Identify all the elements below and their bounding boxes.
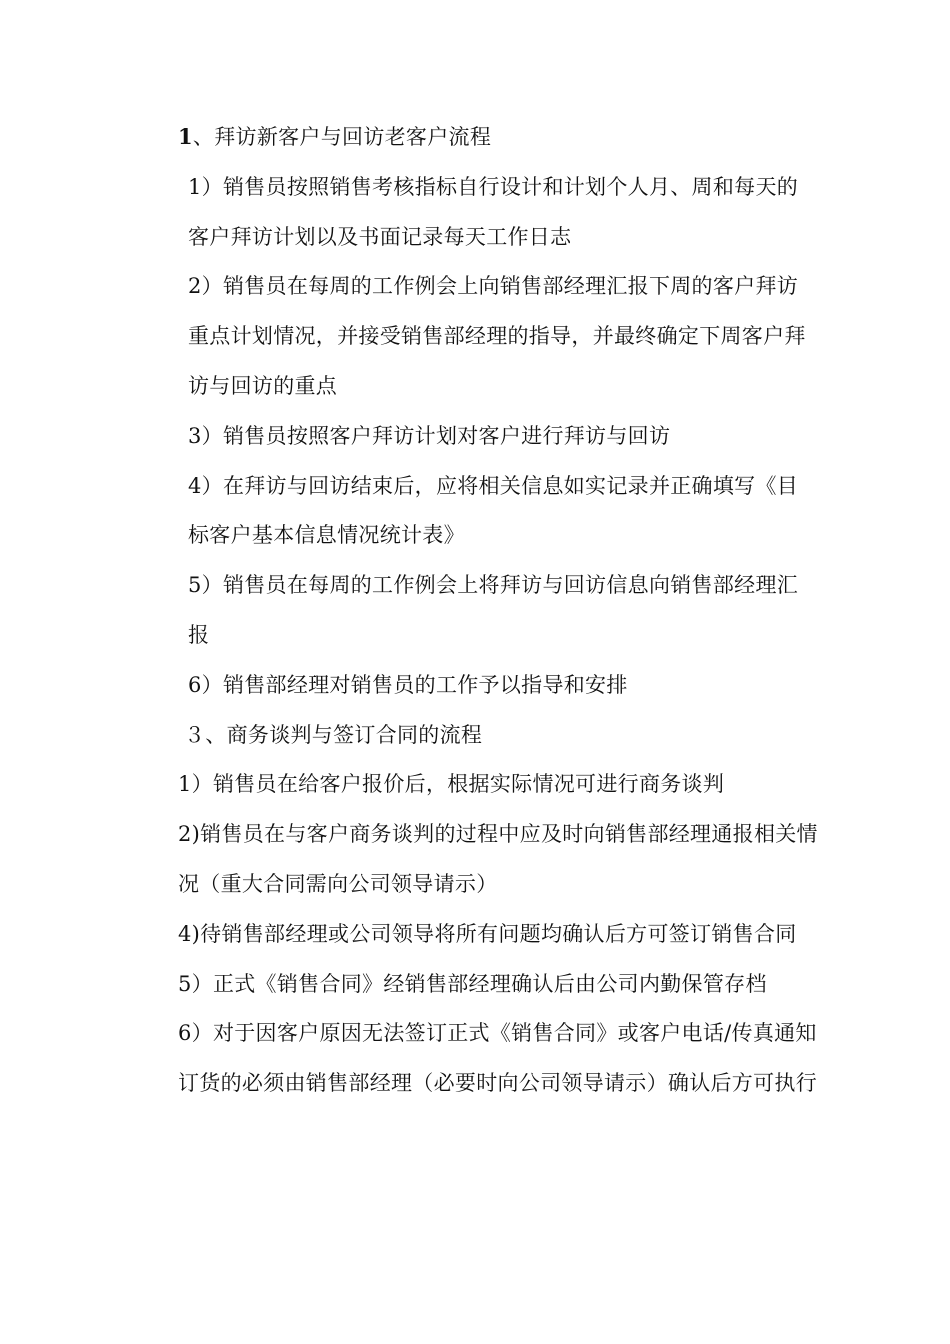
section-3-item-1: 1）销售员在给客户报价后，根据实际情况可进行商务谈判 (178, 772, 725, 797)
section-1-number: 1 (178, 124, 193, 149)
section-1-item-5: 5）销售员在每周的工作例会上将拜访与回访信息向销售部经理汇报 (188, 573, 799, 647)
section-3-heading: ３、商务谈判与签订合同的流程 (184, 722, 483, 747)
section-1-item-4: 4）在拜访与回访结束后，应将相关信息如实记录并正确填写《目标客户基本信息情况统计表》 (188, 473, 799, 548)
section-1-item-2: 2）销售员在每周的工作例会上向销售部经理汇报下周的客户拜访重点计划情况，并接受销售部经理的指导，并最终确定下周客户拜访与回访的重点 (188, 274, 806, 398)
section-1-item-1: 1）销售员按照销售考核指标自行设计和计划个人月、周和每天的客户拜访计划以及书面记录每天工作日志 (188, 174, 799, 249)
section-3-item-4: 4)待销售部经理或公司领导将所有问题均确认后方可签订销售合同 (178, 921, 797, 946)
section-3-item-2: 2)销售员在与客户商务谈判的过程中应及时向销售部经理通报相关情况（重大合同需向公司领导请示） (178, 822, 818, 896)
section-1-item-6: 6）销售部经理对销售员的工作予以指导和安排 (188, 672, 628, 697)
section-3-item-5: 5）正式《销售合同》经销售部经理确认后由公司内勤保管存档 (178, 971, 767, 996)
document-body (178, 112, 818, 1109)
section-3-item-6: 6）对于因客户原因无法签订正式《销售合同》或客户电话/传真通知订货的必须由销售部经理（必要时向公司领导请示）确认后方可执行 (178, 1021, 817, 1096)
section-1-title: 、拜访新客户与回访老客户流程 (192, 125, 492, 149)
section-1-heading (178, 112, 818, 163)
section-1-item-3: 3）销售员按照客户拜访计划对客户进行拜访与回访 (188, 423, 671, 448)
